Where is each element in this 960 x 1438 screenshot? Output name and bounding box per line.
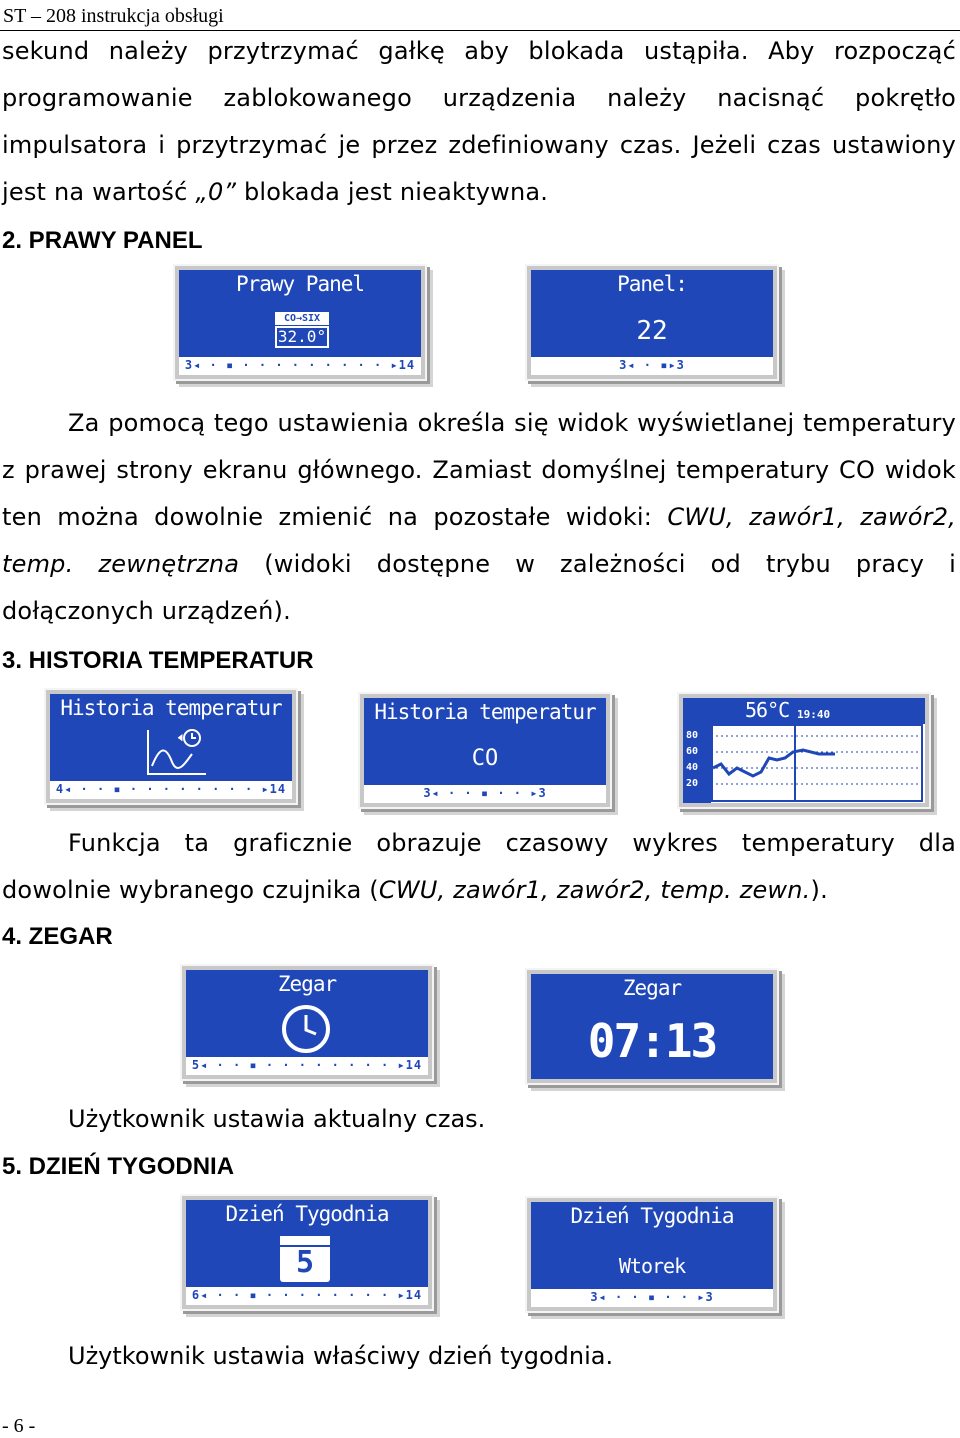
page-number: - 6 - <box>2 1415 36 1437</box>
lcd-navigation-bar <box>531 357 773 375</box>
nav-indicator: 6◂ · · ▪ · · · · · · · · ▸14 <box>191 1288 423 1302</box>
section-heading-dzien: 5. DZIEŃ TYGODNIA <box>2 1153 235 1180</box>
section2-italic: CWU, zawór1, zawór2, temp. zewnętrzna <box>2 503 956 578</box>
intro-paragraph <box>2 28 956 216</box>
intro-text: sekund należy przytrzymać gałkę aby blokada ustąpiła. Aby rozpocząć programowanie zablokowanego urządzenia należy nacisnąć pokrętło impulsatora i przytrzymać je przez zdefiniowany czas. Jeżeli czas ustawiony jest na wartość <box>2 37 956 206</box>
weekday-value: Wtorek <box>618 1254 686 1278</box>
temperature-history-plot <box>711 724 925 803</box>
lcd-navigation-bar <box>364 785 606 803</box>
intro-value: „0” <box>195 178 237 206</box>
lcd-screen-dzien-icon <box>180 1194 434 1311</box>
lcd-screen-historia-co <box>358 692 612 809</box>
lcd-display <box>364 698 606 803</box>
lcd-title: Prawy Panel <box>235 272 365 296</box>
nav-indicator: 3◂ · · ▪ · · ▸3 <box>590 1290 714 1304</box>
y-tick-label: 20 <box>686 778 699 789</box>
lcd-screen-historia-icon <box>44 688 298 805</box>
y-tick-label: 80 <box>686 730 699 741</box>
lcd-screen-historia-chart <box>677 692 931 809</box>
lcd-title: Historia temperatur <box>60 696 282 720</box>
lcd-navigation-bar <box>531 1289 773 1307</box>
section3-italic: CWU, zawór1, zawór2, temp. zewn. <box>378 876 811 904</box>
intro-text-end: blokada jest nieaktywna. <box>236 178 549 206</box>
lcd-title: Dzień Tygodnia <box>570 1204 734 1228</box>
clock-icon <box>279 1003 333 1055</box>
lcd-display <box>531 270 773 375</box>
lcd-screen-dzien-value <box>525 1196 779 1313</box>
nav-indicator: 4◂ · · ▪ · · · · · · · · ▸14 <box>55 782 287 796</box>
section3-text-end: ). <box>810 876 828 904</box>
section2-text-end: (widoki dostępne w zależności od trybu pracy i dołączonych urządzeń). <box>2 550 956 625</box>
lcd-display <box>186 1200 428 1305</box>
lcd-navigation-bar <box>186 1057 428 1075</box>
chart-y-axis <box>683 724 711 803</box>
panel-value: 22 <box>636 316 668 346</box>
section4-text: Użytkownik ustawia aktualny czas. <box>68 1105 486 1133</box>
section5-text: Użytkownik ustawia właściwy dzień tygodnia. <box>68 1342 614 1370</box>
section-heading-historia: 3. HISTORIA TEMPERATUR <box>2 647 314 674</box>
sensor-tag: CO→SIX <box>275 312 329 325</box>
lcd-title: Zegar <box>622 976 682 1000</box>
section-heading-zegar: 4. ZEGAR <box>2 923 113 950</box>
lcd-screen-prawy-panel <box>173 264 427 381</box>
nav-indicator: 3◂ · ▪ · · · · · · · · · ▸14 <box>184 358 416 372</box>
nav-indicator: 3◂ · · ▪ · · ▸3 <box>423 786 547 800</box>
lcd-navigation-bar <box>179 357 421 375</box>
calendar-day-number: 5 <box>295 1245 315 1280</box>
lcd-screen-zegar-time <box>525 968 779 1085</box>
clock-value: 07:13 <box>587 1014 717 1068</box>
lcd-display <box>531 974 773 1079</box>
lcd-title: Zegar <box>277 972 337 996</box>
y-tick-label: 60 <box>686 746 699 757</box>
temperature-value: 32.0° <box>275 326 329 348</box>
lcd-title: Dzień Tygodnia <box>225 1202 389 1226</box>
section2-paragraph <box>2 400 956 635</box>
document-title: ST – 208 instrukcja obsługi <box>3 5 224 27</box>
section3-paragraph <box>2 820 956 914</box>
lcd-navigation-bar <box>50 781 292 799</box>
calendar-icon <box>280 1236 330 1282</box>
page-header <box>0 0 960 31</box>
lcd-display <box>186 970 428 1075</box>
lcd-display <box>179 270 421 375</box>
sensor-value: CO <box>471 746 499 771</box>
current-time: 19:40 <box>797 708 831 721</box>
section2-text: Za pomocą tego ustawienia określa się widok wyświetlanej temperatury z prawej strony ekranu głównego. Zamiast domyślnej temperatury CO widok ten można dowolnie zmienić na pozostałe widoki: <box>2 409 956 531</box>
section-heading-prawy-panel: 2. PRAWY PANEL <box>2 227 203 254</box>
lcd-screen-panel-value <box>525 264 779 381</box>
lcd-display <box>531 1202 773 1307</box>
lcd-title: Historia temperatur <box>374 700 596 724</box>
current-temperature: 56°C <box>745 698 790 722</box>
nav-indicator: 3◂ · ▪▸3 <box>619 358 685 372</box>
lcd-display <box>683 698 925 803</box>
lcd-screen-zegar-icon <box>180 964 434 1081</box>
nav-indicator: 5◂ · · ▪ · · · · · · · · ▸14 <box>191 1058 423 1072</box>
y-tick-label: 40 <box>686 762 699 773</box>
lcd-navigation-bar <box>186 1287 428 1305</box>
chart-clock-icon <box>142 726 212 778</box>
lcd-title: Panel: <box>617 272 687 296</box>
lcd-display <box>50 694 292 799</box>
section3-text: Funkcja ta graficznie obrazuje czasowy wykres temperatury dla dowolnie wybranego czujnika ( <box>2 829 956 904</box>
